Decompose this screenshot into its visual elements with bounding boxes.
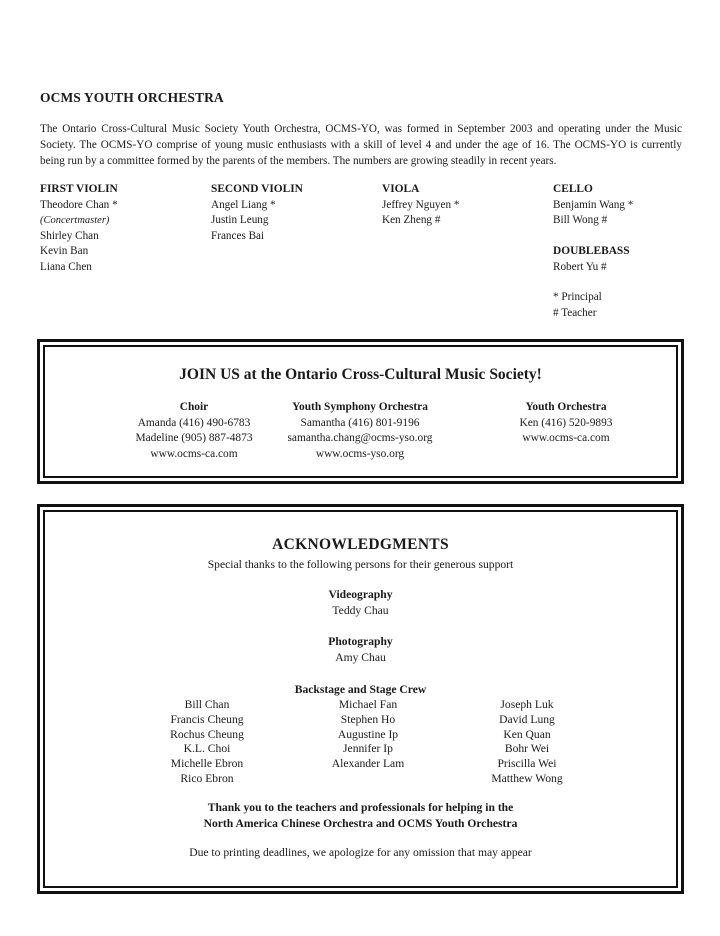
ack-title: ACKNOWLEDGMENTS [272,536,449,553]
member: Liana Chen [40,260,92,273]
legend-principal: * Principal [553,291,602,303]
ack-name: Amy Chau [335,651,386,664]
ack-heading: Photography [328,635,393,648]
crew-name: Bohr Wei [504,742,550,756]
crew-name: Rochus Cheung [170,727,244,741]
join-box [37,339,684,484]
section-heading: CELLO [553,183,593,195]
ack-photography [40,634,681,666]
member: Theodore Chan * [40,198,118,211]
acknowledgments-box [37,504,684,894]
member-role: (Concertmaster) [40,215,110,227]
join-group-youth-symphony [260,400,460,462]
crew-name: Matthew Wong [491,771,563,785]
contact-line: Samantha (416) 801-9196 [300,416,420,429]
crew-name: Augustine Ip [337,727,399,741]
section-cello [553,182,633,229]
crew-name: Jennifer Ip [343,742,393,756]
crew-name: Priscilla Wei [497,757,557,771]
crew-name: Michael Fan [338,698,398,711]
ack-videography [40,587,681,619]
crew-name: Rico Ebron [180,771,234,785]
crew-name: Stephen Ho [340,712,396,726]
crew-name: Michelle Ebron [170,757,244,771]
website-link: www.ocms-yso.org [315,447,405,460]
intro-paragraph: The Ontario Cross-Cultural Music Society Youth Orchestra, OCMS-YO, was formed in September 2003 and operating under the Music Society. The OCMS-YO comprise of young music enthusiasts with a skill of level 4 and under the age of 16. The OCMS-YO is currently being run by a committee formed by the parents of the members. The numbers are growing steadily in recent years. [40,123,682,167]
contact-line: Ken (416) 520-9893 [519,416,613,429]
section-first-violin [40,182,118,276]
section-heading: VIOLA [382,183,420,195]
legend-teacher: # Teacher [553,306,597,319]
member: Benjamin Wang * [553,198,634,211]
contact-line: Amanda (416) 490-6783 [137,416,251,429]
crew-name: Francis Cheung [170,712,244,726]
section-heading: SECOND VIOLIN [211,183,303,195]
member: Shirley Chan [40,229,99,242]
crew-name: David Lung [499,712,555,726]
thanks-line: North America Chinese Orchestra and OCMS Youth Orchestra [203,817,518,830]
ack-heading: Backstage and Stage Crew [294,683,427,696]
ack-thanks [40,800,681,832]
crew-name: Joseph Luk [500,698,554,711]
section-doublebass [553,244,630,275]
ack-subtitle: Special thanks to the following persons for their generous support [207,558,514,571]
crew-name: Alexander Lam [331,757,405,771]
legend [553,290,602,321]
website-link: www.ocms-ca.com [150,447,238,460]
member: Justin Leung [211,214,269,227]
email-link: samantha.chang@ocms-yso.org [287,432,433,444]
member: Kevin Ban [40,245,89,258]
member: Angel Liang * [211,198,276,211]
member: Bill Wong # [553,214,608,227]
group-heading: Youth Symphony Orchestra [292,401,428,413]
group-heading: Choir [179,401,209,413]
ack-note: Due to printing deadlines, we apologize for any omission that may appear [189,846,532,859]
crew-column-3 [437,698,617,787]
contact-line: Madeline (905) 887-4873 [135,432,253,444]
website-link: www.ocms-ca.com [522,432,610,444]
member: Frances Bai [211,229,265,242]
ack-heading: Videography [328,588,393,601]
section-viola [382,182,459,229]
member: Ken Zheng # [382,214,441,227]
section-title: OCMS YOUTH ORCHESTRA [40,90,224,105]
join-title: JOIN US at the Ontario Cross-Cultural Music Society! [179,366,542,383]
ack-crew-heading [40,682,681,698]
crew-name: K.L. Choi [183,742,231,756]
ack-name: Teddy Chau [332,604,389,617]
section-second-violin [211,182,303,244]
thanks-line: Thank you to the teachers and professionals for helping in the [207,801,514,814]
member: Robert Yu # [553,260,607,273]
member: Jeffrey Nguyen * [382,198,460,211]
crew-name: Ken Quan [503,727,551,741]
section-heading: DOUBLEBASS [553,245,630,257]
crew-column-2 [278,698,458,772]
section-heading: FIRST VIOLIN [40,183,118,195]
crew-column-1 [117,698,297,787]
group-heading: Youth Orchestra [525,401,607,413]
crew-name: Bill Chan [184,698,230,711]
join-group-youth-orchestra [466,400,666,447]
